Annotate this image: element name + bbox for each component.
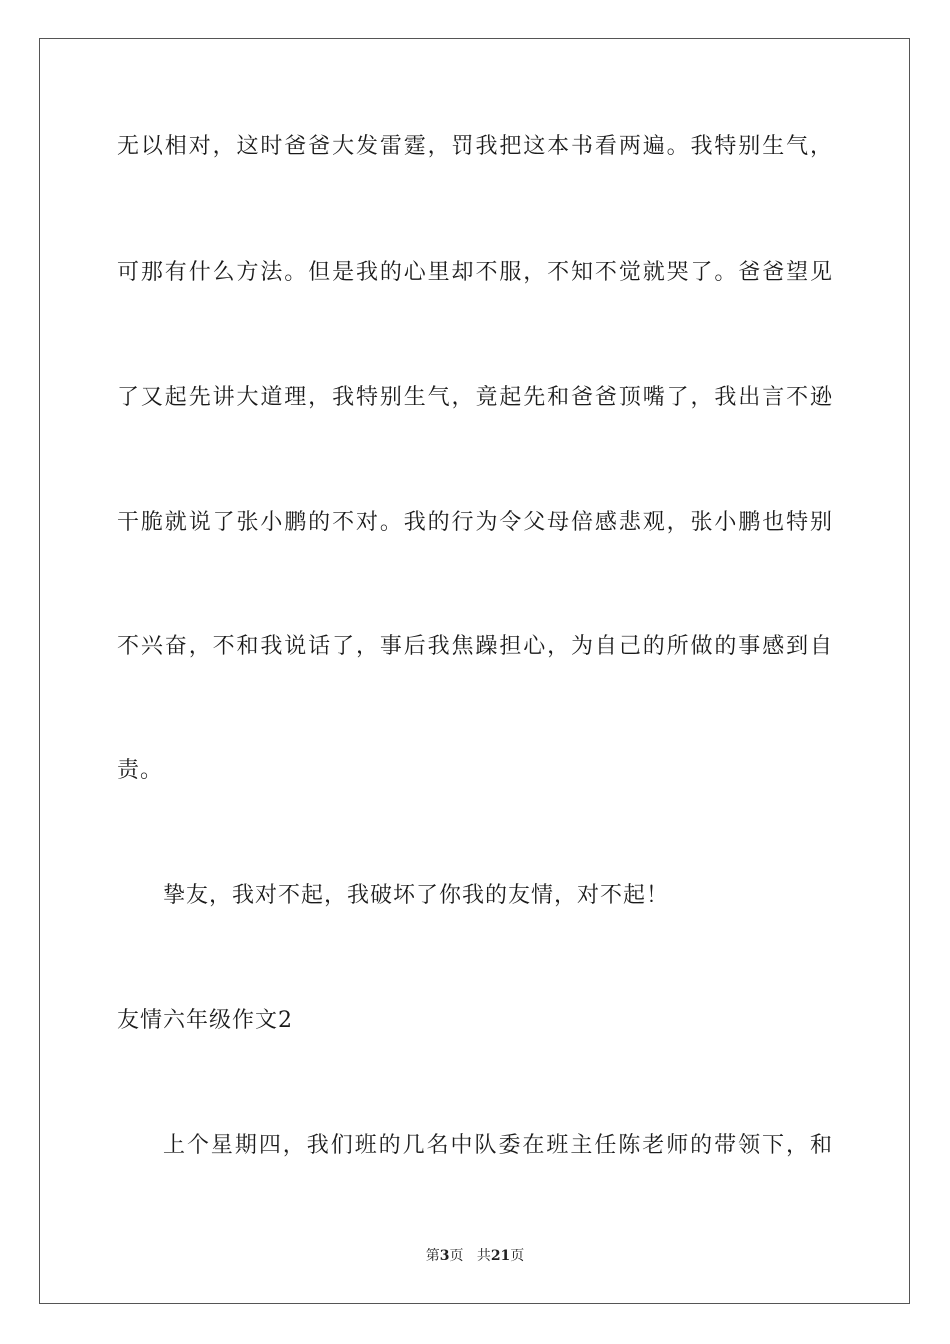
page-border <box>39 38 910 1304</box>
paragraph-line-2: 可那有什么方法。但是我的心里却不服，不知不觉就哭了。爸爸望见 <box>117 260 833 285</box>
footer-page-prefix: 第 <box>425 1248 440 1264</box>
paragraph-line-3: 了又起先讲大道理，我特别生气，竟起先和爸爸顶嘴了，我出言不逊 <box>117 385 833 410</box>
paragraph-line-7: 挚友，我对不起，我破坏了你我的友情，对不起！ <box>163 883 670 908</box>
paragraph-line-6: 责。 <box>117 758 164 783</box>
footer-total-prefix: 共 <box>476 1248 491 1264</box>
paragraph-line-1: 无以相对，这时爸爸大发雷霆，罚我把这本书看两遍。我特别生气， <box>117 134 833 159</box>
paragraph-line-8: 上个星期四，我们班的几名中队委在班主任陈老师的带领下，和 <box>163 1133 833 1158</box>
paragraph-line-4: 干脆就说了张小鹏的不对。我的行为令父母倍感悲观，张小鹏也特别 <box>117 510 833 535</box>
footer-total-pages: 21 <box>490 1248 511 1264</box>
footer-page-number: 3 <box>439 1248 450 1264</box>
page-footer <box>0 1246 950 1266</box>
section-heading: 友情六年级作文2 <box>117 1008 293 1033</box>
footer-page-suffix: 页 <box>449 1248 464 1264</box>
footer-total-suffix: 页 <box>510 1248 525 1264</box>
paragraph-line-5: 不兴奋，不和我说话了，事后我焦躁担心，为自己的所做的事感到自 <box>117 634 833 659</box>
